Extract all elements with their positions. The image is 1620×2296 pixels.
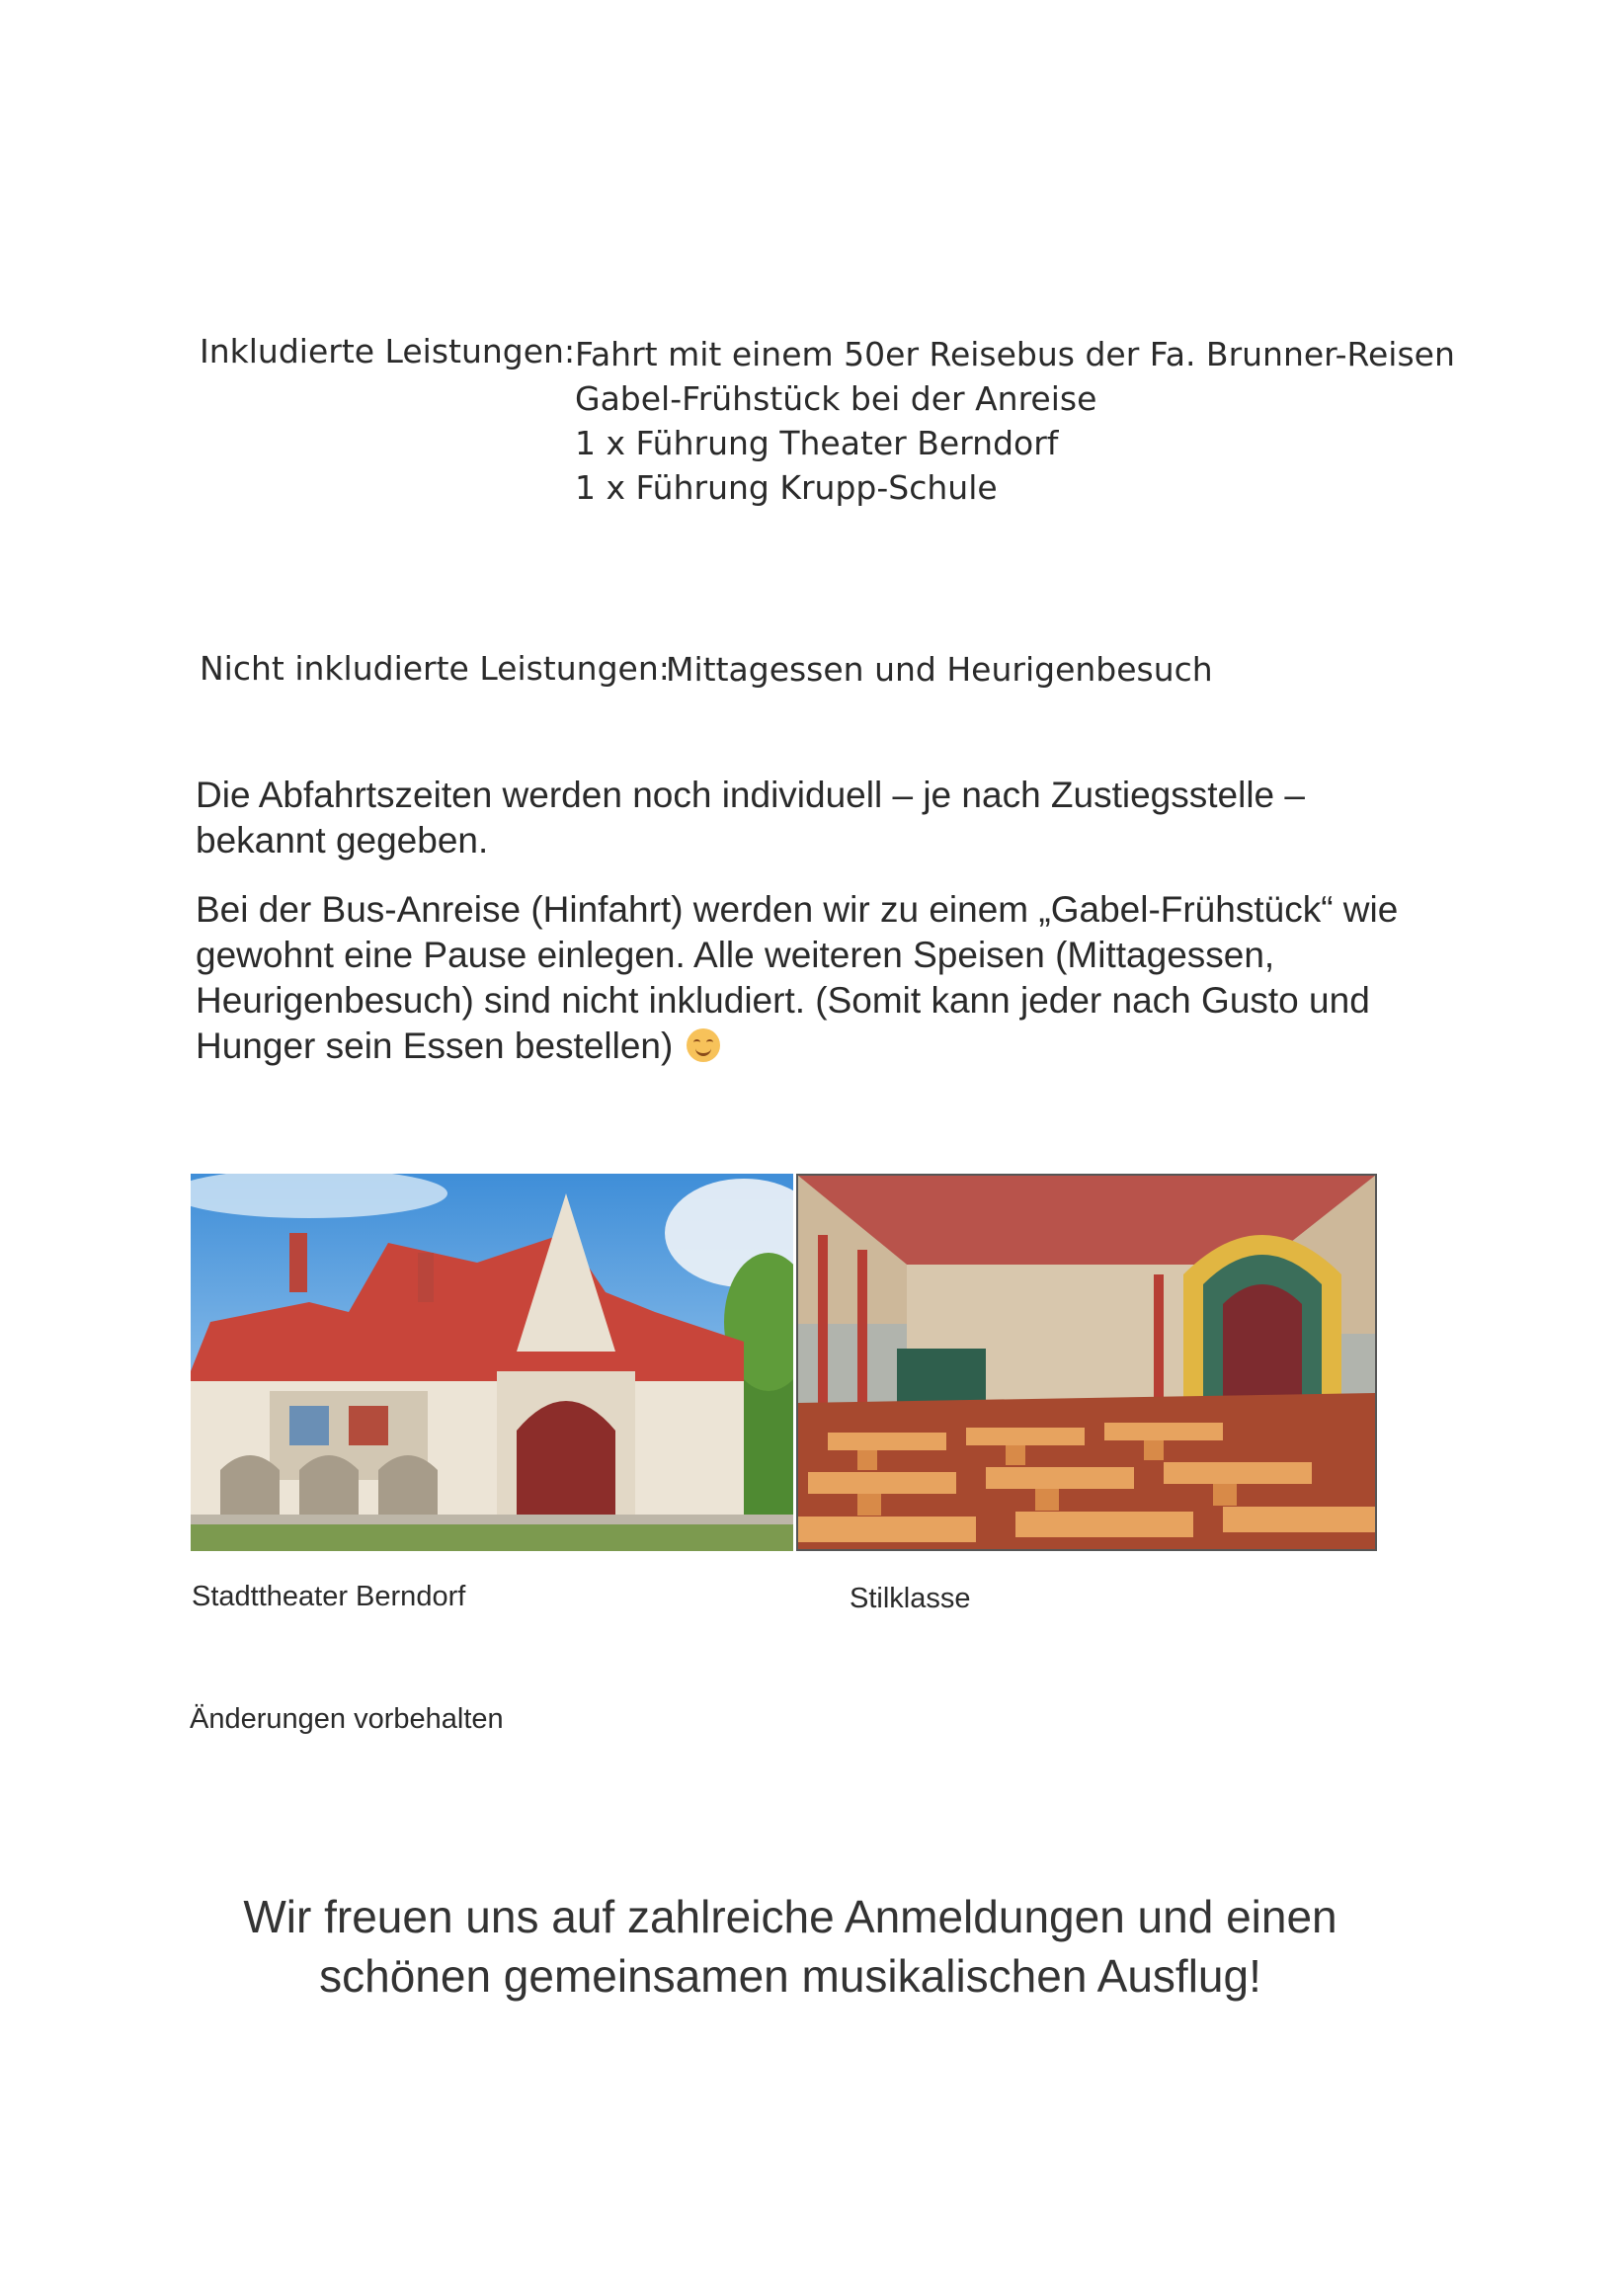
list-item: Gabel-Frühstück bei der Anreise bbox=[575, 379, 1097, 418]
closing-message bbox=[158, 1887, 1422, 2006]
classroom-caption: Stilklasse bbox=[850, 1583, 971, 1614]
included-services-label: Inkludierte Leistungen: bbox=[200, 332, 576, 370]
breakfast-text: Bei der Bus-Anreise (Hinfahrt) werden wir zu einem „Gabel-Frühstück“ wie gewohnt eine Pause einlegen. Alle weiteren Speisen (Mittagessen, Heurigenbesuch) sind nicht inkludiert. (Somit kann jeder nach Gusto und Hunger sein Essen bestellen) bbox=[196, 889, 1399, 1066]
not-included-services-value: Mittagessen und Heurigenbesuch bbox=[666, 650, 1213, 689]
not-included-services-label: Nicht inkludierte Leistungen: bbox=[200, 649, 670, 688]
closing-line-2: schönen gemeinsamen musikalischen Ausflug! bbox=[319, 1950, 1261, 2002]
breakfast-paragraph bbox=[196, 887, 1420, 1069]
included-services-list bbox=[575, 332, 1455, 510]
smiling-face-icon bbox=[687, 1028, 720, 1062]
departure-paragraph: Die Abfahrtszeiten werden noch individuell – je nach Zustiegsstelle – bekannt gegeben. bbox=[196, 775, 1305, 861]
closing-line-1: Wir freuen uns auf zahlreiche Anmeldungen und einen bbox=[243, 1891, 1337, 1942]
list-item: Fahrt mit einem 50er Reisebus der Fa. Brunner-Reisen bbox=[575, 335, 1455, 373]
theater-caption: Stadttheater Berndorf bbox=[192, 1581, 466, 1612]
theater-photo bbox=[191, 1174, 793, 1551]
list-item: 1 x Führung Krupp-Schule bbox=[575, 468, 998, 507]
classroom-photo bbox=[796, 1174, 1377, 1551]
disclaimer: Änderungen vorbehalten bbox=[190, 1703, 504, 1735]
list-item: 1 x Führung Theater Berndorf bbox=[575, 424, 1059, 462]
